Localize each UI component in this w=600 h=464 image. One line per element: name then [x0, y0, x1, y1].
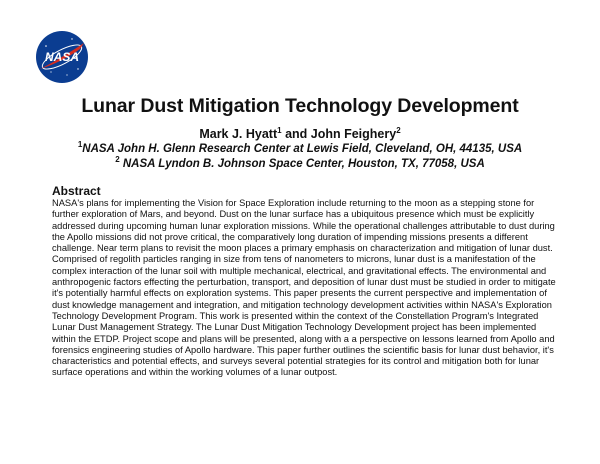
author-1-superscript: 1 — [277, 125, 282, 135]
affiliation-1-superscript: 1 — [77, 140, 83, 150]
author-1: Mark J. Hyatt — [199, 127, 278, 141]
affiliation-2 — [0, 155, 600, 170]
affiliation-1 — [0, 140, 600, 155]
affiliation-1-text: NASA John H. Glenn Research Center at Lewis Field, Cleveland, OH, 44135, USA — [82, 143, 523, 155]
nasa-logo — [34, 29, 90, 85]
author-2-superscript: 2 — [396, 125, 401, 135]
nasa-logo-text: NASA — [44, 50, 80, 64]
abstract-heading: Abstract — [52, 184, 101, 198]
author-line — [0, 127, 600, 141]
abstract-body: NASA's plans for implementing the Vision for Space Exploration include returning to the moon as a stepping stone for further exploration of Mars, and beyond. Dust on the lunar surface has a ubiquitous presence which must be explicitly addressed during upcoming human lunar exploration missions. While the operational challenges attributable to dust during the Apollo missions did not prove critical, the comparatively long duration of impending missions presents a different challenge. Near term plans to revisit the moon places a primary emphasis on characterization and mitigation of lunar dust. Comprised of regolith particles ranging in size from tens of nanometers to microns, lunar dust is a manifestation of the complex interaction of the lunar soil with multiple mechanical, electrical, and gravitational effects. The environmental and anthropogenic factors effecting the perturbation, transport, and deposition of lunar dust must be studied in order to mitigate it's potentially harmful effects on exploration systems. This paper presents the current perspective and implementation of dust knowledge management and integration, and mitigation technology development activities within NASA's Exploration Technology Development Program. This work is presented within the context of the Constellation Program's Integrated Lunar Dust Management Strategy. The Lunar Dust Mitigation Technology Development project has been implemented within the ETDP. Project scope and plans will be presented, along with a a perspective on lessons learned from Apollo and forensics engineering studies of Apollo hardware. This paper further outlines the scientific basis for lunar dust behavior, it's characteristics and potential effects, and surveys several potential strategies for its control and mitigation both for lunar surface operations and within the working volumes of a lunar outpost. — [52, 198, 556, 378]
author-joiner: and — [281, 127, 311, 141]
author-2: John Feighery — [310, 127, 397, 141]
affiliation-2-text: NASA Lyndon B. Johnson Space Center, Houston, TX, 77058, USA — [119, 158, 485, 170]
paper-title: Lunar Dust Mitigation Technology Development — [81, 95, 519, 117]
affiliation-2-superscript: 2 — [115, 155, 120, 165]
